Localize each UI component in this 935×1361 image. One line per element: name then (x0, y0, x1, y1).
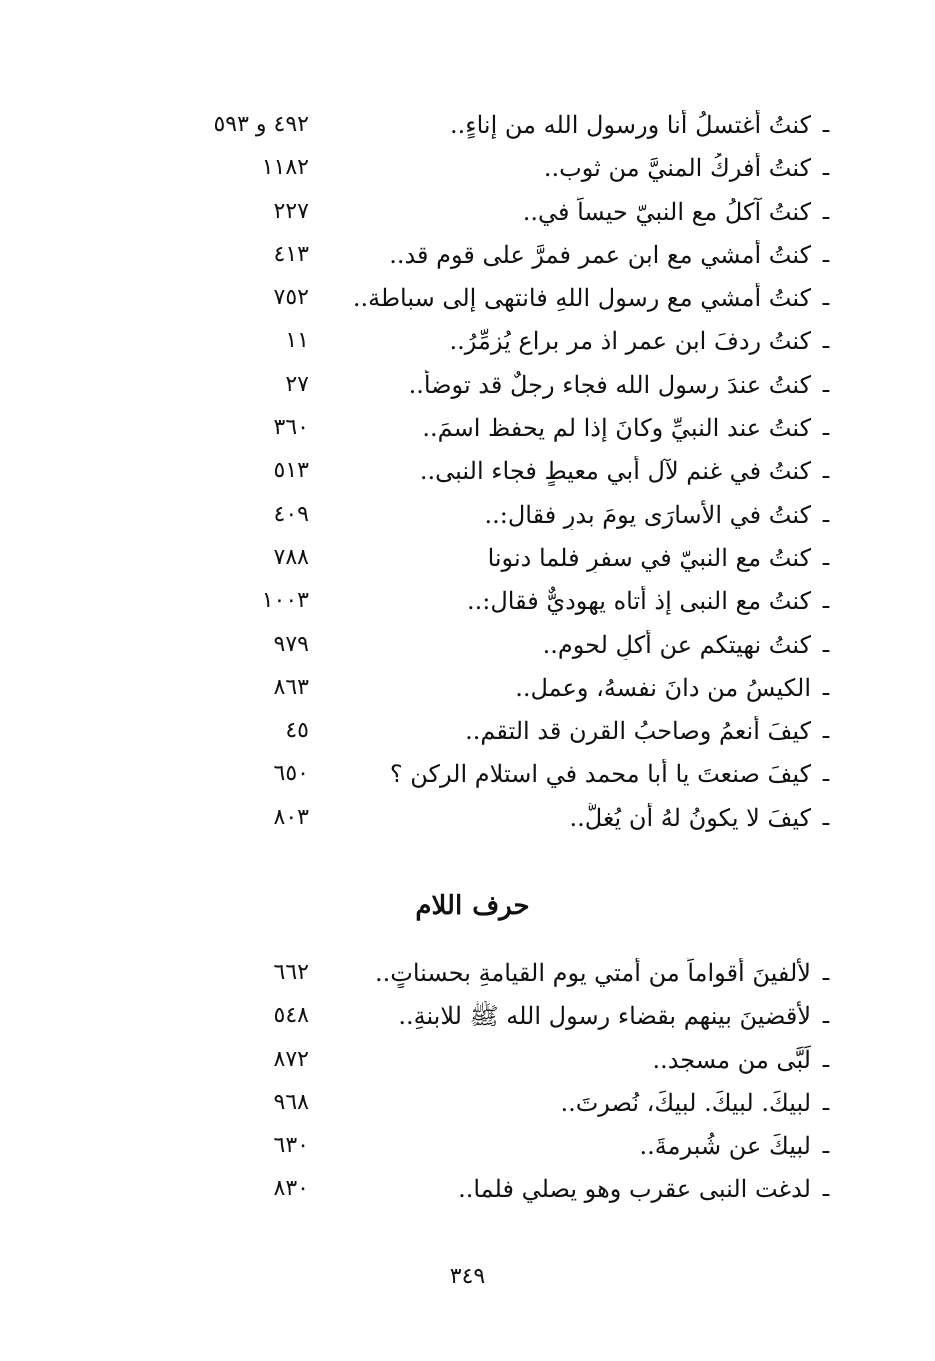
entry-dash: ـ (822, 1004, 830, 1030)
entry-dash: ـ (822, 805, 830, 831)
entry-ref-number: ٤٠٩ (273, 501, 309, 527)
entry-text: كيفَ صنعتَ يا أبا محمد في استلامِ الركنِ ؟ (389, 760, 811, 789)
entry-dash: ـ (822, 329, 830, 355)
entry-text: كنتُ عندَ رسول الله فجاء رجلٌ قد توضأ.. (408, 370, 811, 399)
entry-dash: ـ (822, 372, 830, 398)
entry-text: كنتُ أفركُ المنيَّ من ثوب.. (543, 154, 811, 183)
entry-dash: ـ (822, 416, 830, 442)
entry-row (0, 710, 935, 753)
entry-text: كنتُ في الأسارَى يومَ بدرٍ فقال:.. (484, 500, 811, 529)
entry-ref-number: ٢٧ (285, 371, 309, 397)
entry-ref-number: ٨٦٣ (273, 674, 309, 700)
entry-text: لدغت النبى عقرب وهو يصلي فلما.. (458, 1175, 811, 1204)
entry-row (0, 667, 935, 710)
entry-row (0, 797, 935, 840)
entry-ref-number: ٤١٣ (273, 241, 309, 267)
entry-dash: ـ (822, 961, 830, 986)
section-heading-word: اللام (415, 891, 463, 921)
entry-dash: ـ (822, 1177, 830, 1203)
entry-row (0, 147, 935, 190)
entry-list-kaf (0, 104, 935, 840)
entry-ref-number: ٦٦٢ (273, 960, 309, 985)
entry-row (0, 537, 935, 580)
entry-row (0, 320, 935, 363)
entry-row (0, 753, 935, 796)
entry-dash: ـ (822, 545, 830, 571)
entry-text: لبيكَ عن شُبرمةَ.. (639, 1132, 811, 1161)
entry-ref-number: ١٠٠٣ (261, 588, 309, 614)
entry-row (0, 952, 935, 995)
entry-text: كنتُ ردفَ ابن عمر اذ مر براعٍ يُزمِّرُ.. (449, 327, 811, 356)
entry-dash: ـ (822, 762, 830, 788)
entry-row (0, 1125, 935, 1168)
entry-row (0, 191, 935, 234)
entry-text: كنتُ أمشي مع رسول اللهِ فانتهى إلى سباطة.. (352, 284, 811, 313)
entry-dash: ـ (822, 675, 830, 701)
entry-ref-number: ١١ (285, 328, 309, 354)
entry-row (0, 624, 935, 667)
entry-text: كيفَ لا يكونُ لهُ أن يُغلَّ.. (569, 803, 811, 832)
entry-text: كنتُ نهيتكم عن أكلِ لحومِ.. (542, 630, 811, 659)
entry-text: كنتُ آكلُ مع النبيّ حيساً في.. (522, 197, 811, 226)
entry-row (0, 450, 935, 493)
entry-row (0, 1168, 935, 1211)
entry-row (0, 104, 935, 147)
entry-text: كنتُ عند النبيِّ وكانَ إذا لم يحفظ اسمَ.. (422, 414, 811, 443)
entry-list-lam (0, 952, 935, 1212)
entry-ref-number: ٧٥٢ (273, 285, 309, 311)
entry-ref-number: ٨٠٣ (273, 804, 309, 830)
entry-text: كنتُ أغتسلُ أنا ورسول الله من إناءٍ.. (450, 111, 811, 139)
entry-dash: ـ (822, 459, 830, 485)
entry-text: كنتُ مع النبى إذ أتاه يهوديٌّ فقال:.. (466, 587, 811, 616)
entry-dash: ـ (822, 1090, 830, 1116)
entry-dash: ـ (822, 113, 830, 138)
page-number: ٣٤٩ (449, 1264, 486, 1289)
entry-dash: ـ (822, 286, 830, 312)
entry-dash: ـ (822, 242, 830, 268)
section-heading-word: حرف (472, 891, 530, 921)
entry-text: الكيسُ من دانَ نفسهُ، وعمل.. (515, 673, 811, 702)
entry-row (0, 1039, 935, 1082)
entry-ref-number: ٦٥٠ (273, 761, 309, 787)
entry-ref-number: ٢٢٧ (273, 198, 309, 224)
entry-row (0, 1082, 935, 1125)
entry-dash: ـ (822, 632, 830, 658)
entry-ref-number: ١١٨٢ (261, 155, 309, 181)
entry-text: لأَلفينَ أقواماً من أمتي يوم القيامةِ بحسناتٍ.. (374, 959, 811, 987)
entry-ref-number: ٦٣٠ (273, 1133, 309, 1159)
entry-text: كنتُ مع النبيّ في سفرٍ فلما دنونا (487, 543, 811, 572)
entry-ref-number: ٤٩٢ و ٥٩٣ (213, 112, 309, 137)
entry-dash: ـ (822, 589, 830, 615)
entry-ref-number: ٤٥ (285, 718, 309, 744)
entry-row (0, 995, 935, 1038)
entry-ref-number: ٨٧٢ (273, 1046, 309, 1072)
entry-dash: ـ (822, 502, 830, 528)
section-heading (0, 888, 935, 924)
entry-text: كنتُ في غنمٍ لآل أبي معيطٍ فجاء النبى.. (419, 457, 811, 486)
entry-ref-number: ٨٣٠ (273, 1176, 309, 1202)
entry-ref-number: ٩٧٩ (273, 631, 309, 657)
entry-ref-number: ٣٦٠ (273, 415, 309, 441)
entry-text: كنتُ أمشي مع ابن عمر فمرَّ على قوم قد.. (389, 240, 811, 269)
entry-row (0, 407, 935, 450)
entry-text: لأقضينَ بينهم بقضاء رسول الله ﷺ للابنةِ.. (398, 1002, 811, 1031)
entry-row (0, 364, 935, 407)
entry-ref-number: ٥١٣ (273, 458, 309, 484)
entry-row (0, 277, 935, 320)
entry-row (0, 580, 935, 623)
entry-dash: ـ (822, 1047, 830, 1073)
entry-dash: ـ (822, 199, 830, 225)
entry-dash: ـ (822, 156, 830, 182)
entry-row (0, 494, 935, 537)
entry-text: كيفَ أنعمُ وصاحبُ القرن قد التقم.. (465, 717, 811, 746)
entry-text: لبيكَ. لبيكَ. لبيكَ، نُصرتَ.. (560, 1088, 811, 1117)
entry-text: لَبَّى من مسجد.. (652, 1045, 811, 1074)
entry-dash: ـ (822, 719, 830, 745)
entry-ref-number: ٩٦٨ (273, 1089, 309, 1115)
entry-ref-number: ٧٨٨ (273, 544, 309, 570)
entry-dash: ـ (822, 1134, 830, 1160)
entry-row (0, 234, 935, 277)
entry-ref-number: ٥٤٨ (273, 1003, 309, 1029)
